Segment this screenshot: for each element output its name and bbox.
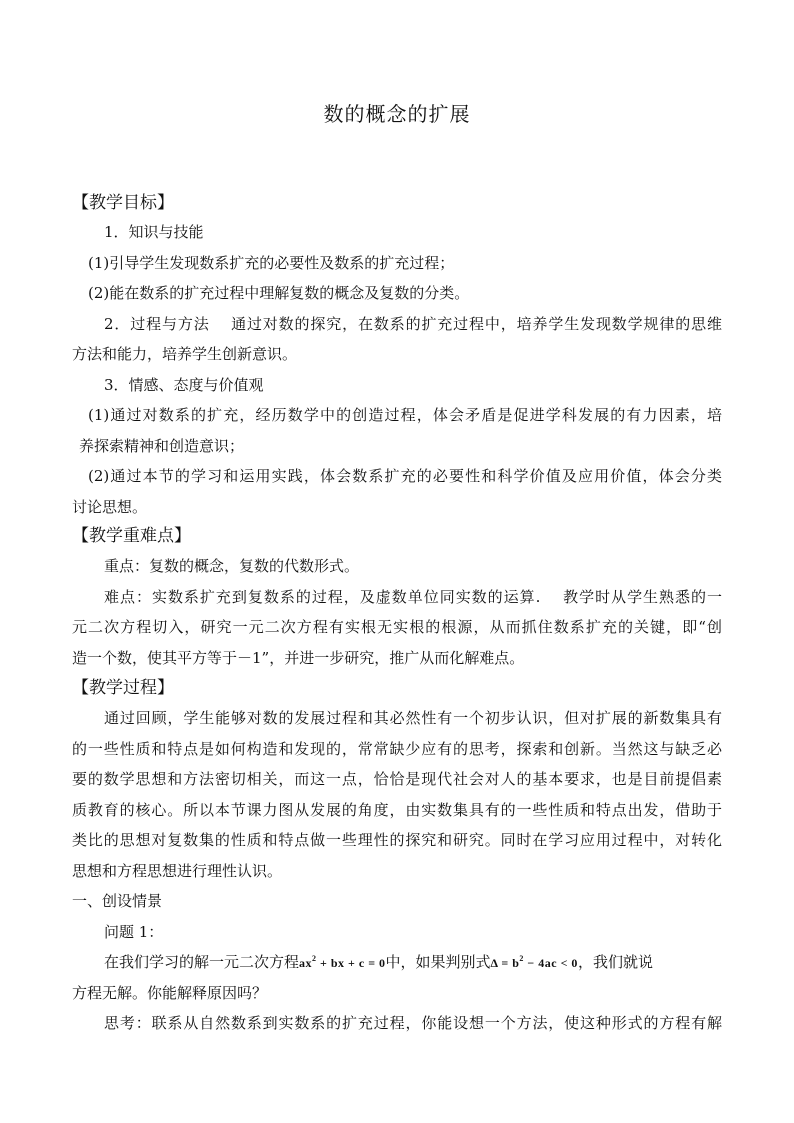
paragraph-line-2: 的一些性质和特点是如何构造和发现的，常常缺少应有的思考，探索和创新。当然这与缺乏必 — [72, 740, 722, 758]
question-text-line-2: 方程无解。你能解释原因吗？ — [72, 984, 268, 1002]
question-text-pre: 在我们学习的解一元二次方程 — [104, 953, 300, 971]
paragraph-line-4: 质教育的核心。所以本节课力图从发展的角度，由实数集具有的一些性质和特点出发，借助于 — [72, 801, 722, 819]
page-title: 数的概念的扩展 — [323, 102, 471, 126]
objective-1-heading: 1．知识与技能 — [104, 223, 204, 241]
objective-2-line-2: 方法和能力，培养学生创新意识。 — [72, 345, 298, 363]
objective-1-item-2: (2)能在数系的扩充过程中理解复数的概念及复数的分类。 — [88, 284, 470, 302]
section-heading-objectives: 【教学目标】 — [72, 193, 174, 213]
paragraph-line-5: 类比的思想对复数集的性质和特点做一些理性的探究和研究。同时在学习应用过程中，对转化 — [72, 831, 722, 849]
subsection-heading: 一、创设情景 — [72, 892, 163, 910]
objective-3-heading: 3．情感、态度与价值观 — [104, 376, 264, 394]
difficulty-line-1: 难点：实数系扩充到复数系的过程，及虚数单位同实数的运算. 教学时从学生熟悉的一 — [104, 588, 722, 606]
think-line: 思考：联系从自然数系到实数系的扩充过程，你能设想一个方法，使这种形式的方程有解 — [104, 1014, 722, 1032]
section-heading-keypoints: 【教学重难点】 — [72, 526, 191, 546]
objective-3-item-1-line-2: 养探索精神和创造意识； — [79, 437, 245, 455]
quadratic-equation: $ax^2$ + bx + c = 0 — [299, 954, 386, 970]
objective-1-item-1: (1)引导学生发现数系扩充的必要性及数系的扩充过程； — [88, 254, 455, 272]
section-heading-process: 【教学过程】 — [72, 678, 174, 698]
question-text-mid: 中，如果判别式 — [385, 953, 491, 971]
objective-3-item-2-line-1: (2)通过本节的学习和运用实践，体会数系扩充的必要性和科学价值及应用价值，体会分类 — [88, 467, 722, 485]
question-label: 问题 1： — [104, 923, 164, 941]
discriminant-inequality: $\Delta = b^2 - 4ac < 0$ — [490, 954, 578, 970]
question-text-post: ，我们就说 — [577, 953, 653, 971]
paragraph-line-6: 思想和方程思想进行理性认识。 — [72, 862, 283, 880]
objective-3-item-2-line-2: 讨论思想。 — [72, 498, 148, 516]
key-point: 重点：复数的概念，复数的代数形式。 — [104, 557, 360, 575]
paragraph-line-1: 通过回顾，学生能够对数的发展过程和其必然性有一个初步认识，但对扩展的新数集具有 — [104, 709, 722, 727]
objective-2-line-1: 2．过程与方法 通过对数的探究，在数系的扩充过程中，培养学生发现数学规律的思维 — [104, 315, 722, 333]
difficulty-line-3: 造一个数，使其平方等于－1”，并进一步研究，推广从而化解难点。 — [72, 649, 525, 667]
difficulty-line-2: 元二次方程切入，研究一元二次方程有实根无实根的根源，从而抓住数系扩充的关键，即“创 — [72, 618, 722, 636]
objective-3-item-1-line-1: (1)通过对数系的扩充，经历数学中的创造过程，体会矛盾是促进学科发展的有力因素，培 — [88, 406, 722, 424]
question-text-line-1 — [104, 952, 653, 973]
paragraph-line-3: 要的数学思想和方法密切相关，而这一点，恰恰是现代社会对人的基本要求，也是目前提倡素 — [72, 770, 722, 788]
